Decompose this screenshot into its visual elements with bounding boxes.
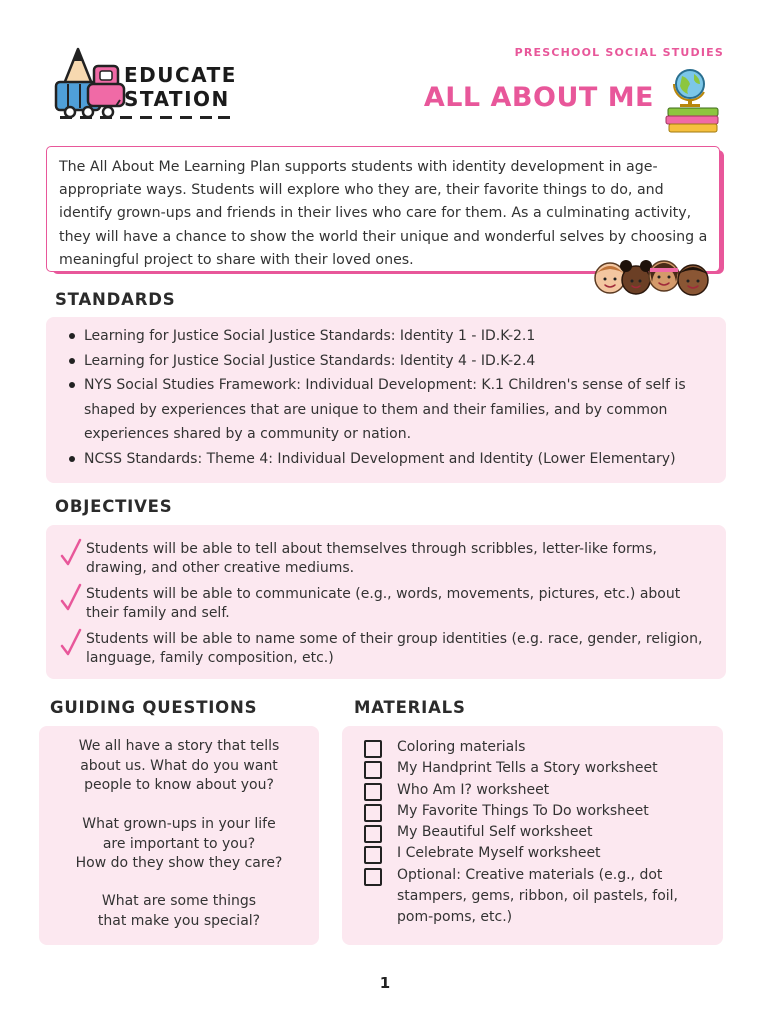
objective-text: Students will be able to communicate (e.g., words, movements, pictures, etc.) about their family and self. [86, 586, 681, 621]
checkbox-icon[interactable] [364, 804, 382, 822]
question-line: We all have a story that tells [78, 738, 280, 754]
subject-label: PRESCHOOL SOCIAL STUDIES [514, 46, 724, 59]
standards-item: NYS Social Studies Framework: Individual Development: K.1 Children's sense of self is shaped by experiences that are unique to them and their families, and by common experiences shared by a community or nation. [60, 373, 710, 447]
materials-item [364, 822, 714, 843]
checkmark-icon [60, 628, 82, 658]
question-line: that make you special? [97, 912, 261, 929]
materials-list [364, 737, 714, 929]
materials-item [364, 758, 714, 779]
question-line: about us. What do you want [80, 757, 278, 774]
checkmark-icon [60, 583, 82, 613]
materials-item [364, 737, 714, 758]
guiding-question-3 [44, 892, 314, 931]
materials-heading: MATERIALS [354, 698, 466, 717]
question-line: What grown-ups in your life [82, 816, 276, 832]
guiding-question-1 [44, 737, 314, 796]
standards-item: Learning for Justice Social Justice Standards: Identity 1 - ID.K-2.1 [60, 324, 710, 349]
checkbox-icon[interactable] [364, 825, 382, 843]
page-number: 1 [379, 974, 391, 992]
materials-item [364, 843, 714, 864]
checkbox-icon[interactable] [364, 846, 382, 864]
logo-text-station: STATION [124, 87, 230, 111]
objectives-heading: OBJECTIVES [55, 497, 173, 516]
question-line: How do they show they care? [75, 855, 283, 872]
checkbox-icon[interactable] [364, 783, 382, 801]
materials-item-label: My Beautiful Self worksheet [397, 824, 593, 841]
materials-item-label: Who Am I? worksheet [397, 781, 550, 798]
standards-item: NCSS Standards: Theme 4: Individual Development and Identity (Lower Elementary) [60, 447, 710, 472]
page-title: ALL ABOUT ME [423, 82, 654, 113]
checkbox-icon[interactable] [364, 740, 382, 758]
intro-paragraph: The All About Me Learning Plan supports students with identity development in age-appropriate ways. Students will explore who they are, their favorite things to do, and identify grown-ups and friends in their lives who care for them. As a culminating activity, they will have a chance to show the world their unique and wonderful selves by choosing a meaningful project to share with their loved ones. [59, 159, 708, 268]
materials-item [364, 801, 714, 822]
checkbox-icon[interactable] [364, 868, 382, 886]
materials-item-label: Coloring materials [397, 739, 526, 755]
standards-item: Learning for Justice Social Justice Standards: Identity 4 - ID.K-2.4 [60, 349, 710, 374]
materials-item-label: My Favorite Things To Do worksheet [397, 802, 649, 819]
question-line: are important to you? [102, 835, 256, 852]
question-line: What are some things [101, 893, 257, 909]
materials-item [364, 865, 714, 929]
question-line: people to know about you? [84, 777, 274, 794]
standards-list [60, 324, 710, 472]
checkbox-icon[interactable] [364, 761, 382, 779]
materials-item-label: Optional: Creative materials (e.g., dot stampers, gems, ribbon, oil pastels, foil, pom-poms, etc.) [397, 866, 679, 926]
materials-item [364, 780, 714, 801]
guiding-question-2 [44, 815, 314, 874]
guiding-questions-heading: GUIDING QUESTIONS [50, 698, 258, 717]
track-dashes [60, 116, 230, 120]
materials-item-label: My Handprint Tells a Story worksheet [397, 760, 658, 777]
logo-text-educate: EDUCATE [124, 63, 237, 87]
children-faces-illustration [590, 254, 714, 300]
objective-text: Students will be able to tell about themselves through scribbles, letter-like forms, drawing, and other creative mediums. [86, 541, 657, 576]
standards-heading: STANDARDS [55, 290, 176, 309]
checkmark-icon [60, 538, 82, 568]
materials-item-label: I Celebrate Myself worksheet [397, 845, 601, 862]
objective-text: Students will be able to name some of their group identities (e.g. race, gender, religion, language, family composition, etc.) [86, 631, 703, 666]
globe-on-books-icon [664, 66, 720, 134]
